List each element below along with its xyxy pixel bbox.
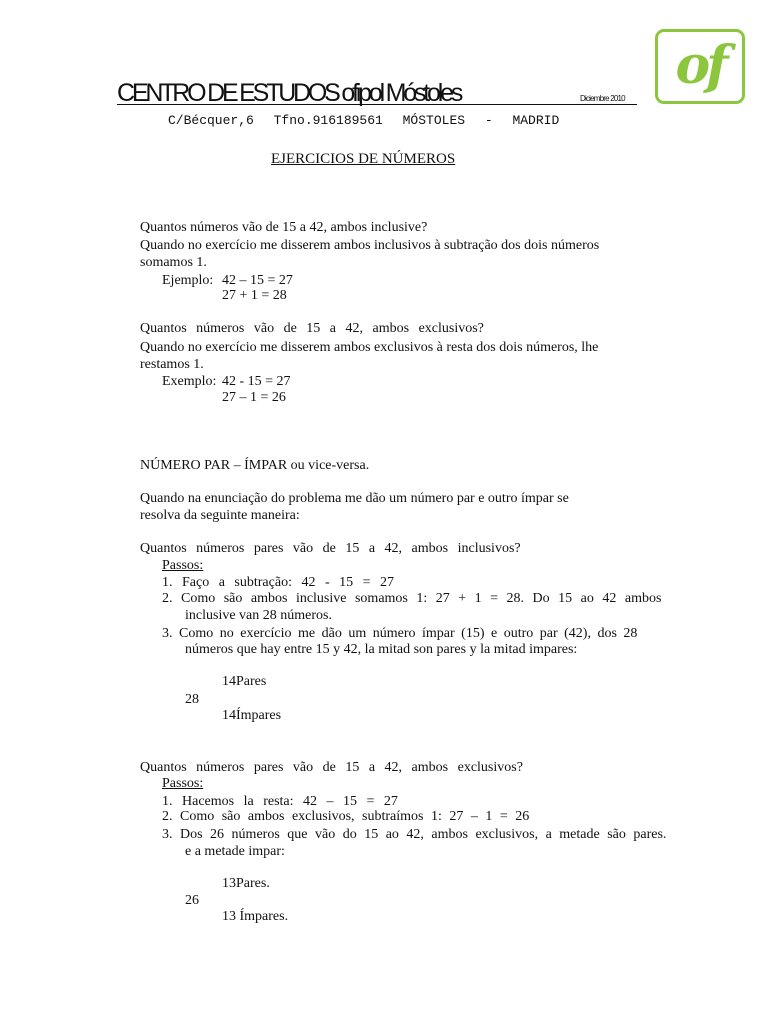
section2-question: Quantos números vão de 15 a 42, ambos exclusivos?	[140, 321, 484, 336]
logo-text: of	[675, 35, 725, 96]
section3-intro-1: Quando na enunciação do problema me dão um número par e outro ímpar se	[140, 491, 569, 506]
section4-result-pares: 14Pares	[222, 674, 267, 689]
section5-step2: 2. Como são ambos exclusivos, subtraímos 1: 27 – 1 = 26	[162, 809, 530, 824]
section1-example-label: Ejemplo:	[162, 273, 214, 288]
section2-example-line1: 42 - 15 = 27	[222, 374, 291, 389]
section4-step1: 1. Faço a subtração: 42 - 15 = 27	[162, 575, 395, 590]
section4-result-total: 28	[185, 692, 199, 707]
section3-heading: NÚMERO PAR – ÍMPAR ou vice-versa.	[140, 458, 370, 473]
section2-explanation-1: Quando no exercício me disserem ambos exclusivos à resta dos dois números, lhe	[140, 340, 599, 355]
section5-result-pares: 13Pares.	[222, 876, 270, 891]
section1-explanation-2: somamos 1.	[140, 255, 207, 270]
section5-step3-line1: 3. Dos 26 números que vão do 15 ao 42, ambos exclusivos, a metade são pares.	[162, 827, 667, 842]
section1-example-line2: 27 + 1 = 28	[222, 288, 287, 303]
section4-step3-line1: 3. Como no exercício me dão um número ímpar (15) e outro par (42), dos 28	[162, 626, 638, 641]
header-date: Diciembre 2010	[580, 94, 625, 103]
section5-result-impares: 13 Ímpares.	[222, 909, 289, 924]
document-title: EJERCICIOS DE NÚMEROS	[271, 151, 456, 167]
section2-explanation-2: restamos 1.	[140, 357, 204, 372]
section2-example-label: Exemplo:	[162, 374, 217, 389]
section4-question: Quantos números pares vão de 15 a 42, ambos inclusivos?	[140, 541, 521, 556]
header-address: C/Bécquer,6 Tfno.916189561 MÓSTOLES - MADRID	[168, 113, 560, 128]
section4-step2-line2: inclusive van 28 números.	[185, 608, 332, 623]
section4-steps-label: Passos:	[162, 558, 204, 573]
header-rule	[117, 104, 637, 105]
ofipol-logo	[655, 29, 745, 104]
section3-intro-2: resolva da seguinte maneira:	[140, 508, 300, 523]
section4-result-impares: 14Ímpares	[222, 708, 282, 723]
section5-question: Quantos números pares vão de 15 a 42, ambos exclusivos?	[140, 760, 523, 775]
section1-explanation-1: Quando no exercício me disserem ambos inclusivos à subtração dos dois números	[140, 238, 600, 253]
section1-question-text: Quantos números vão de 15 a 42, ambos inclusive?	[140, 220, 428, 235]
header-title: CENTRO DE ESTUDOS ofipol Móstoles	[117, 79, 461, 107]
section1-question	[140, 219, 523, 236]
section5-result-total: 26	[185, 893, 199, 908]
section5-step1: 1. Hacemos la resta: 42 – 15 = 27	[162, 794, 398, 809]
section2-example-line2: 27 – 1 = 26	[222, 390, 286, 405]
section4-step2-line1: 2. Como são ambos inclusive somamos 1: 27 + 1 = 28. Do 15 ao 42 ambos	[162, 591, 662, 606]
section5-step3-line2: e a metade impar:	[185, 844, 285, 859]
section1-example-line1: 42 – 15 = 27	[222, 273, 293, 288]
section5-steps-label: Passos:	[162, 776, 204, 791]
section4-step3-line2: números que hay entre 15 y 42, la mitad son pares y la mitad impares:	[185, 642, 578, 657]
